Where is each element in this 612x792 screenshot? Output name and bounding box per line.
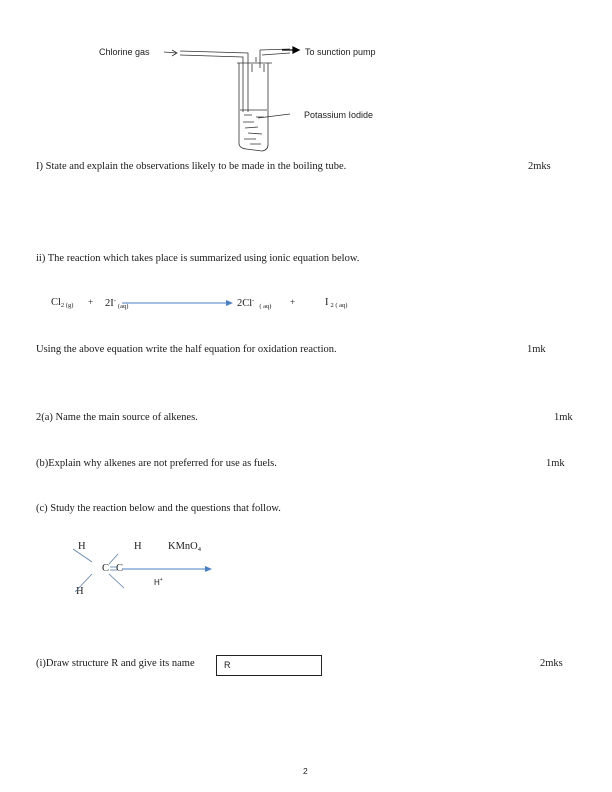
hydrogen-top-right: H <box>134 541 142 552</box>
question-1-iii-marks: 1mk <box>527 344 546 355</box>
equation-product-chloride: $2Cl^-_{( aq)}$ <box>237 297 272 310</box>
page-number: 2 <box>303 766 308 776</box>
equation-reactant-cl2: $Cl_{2 (g)}$ <box>51 297 74 309</box>
hydrogen-bottom-left: H <box>76 586 84 597</box>
chlorine-gas-label: Chlorine gas <box>99 47 150 57</box>
suction-pump-label: To sunction pump <box>305 47 376 57</box>
hydrogen-top-left: H <box>78 541 86 552</box>
question-1-iii: Using the above equation write the half equation for oxidation reaction. <box>36 344 337 355</box>
question-2-c-i: (i)Draw structure R and give its name <box>36 658 195 669</box>
question-2-c-i-marks: 2mks <box>540 658 563 669</box>
carbon-left: C <box>102 563 110 574</box>
reagent-kmno4: KMnO$_4$ <box>168 541 202 553</box>
structure-r-label: R <box>224 660 231 670</box>
question-1-ii: ii) The reaction which takes place is summarized using ionic equation below. <box>36 253 360 264</box>
equation-plus-2: + <box>290 297 296 307</box>
question-1-i-marks: 2mks <box>528 161 551 172</box>
question-2-b-marks: 1mk <box>546 458 565 469</box>
question-1-i: I) State and explain the observations likely to be made in the boiling tube. <box>36 161 347 172</box>
catalyst-h-plus: H+ <box>154 577 163 587</box>
question-2-b: (b)Explain why alkenes are not preferred for use as fuels. <box>36 458 277 469</box>
equation-reactant-iodide: $2I^-_{(aq)}$ <box>105 297 129 310</box>
equation-plus-1: + <box>88 297 94 307</box>
equation-product-iodine: I $_{2 ( aq)}$ <box>325 297 348 309</box>
carbon-right: C <box>116 563 124 574</box>
potassium-iodide-label: Potassium Iodide <box>304 110 374 120</box>
structure-r-answer-box[interactable] <box>216 655 322 676</box>
question-2-a: 2(a) Name the main source of alkenes. <box>36 412 198 423</box>
question-2-a-marks: 1mk <box>554 412 573 423</box>
question-2-c: (c) Study the reaction below and the questions that follow. <box>36 503 281 514</box>
